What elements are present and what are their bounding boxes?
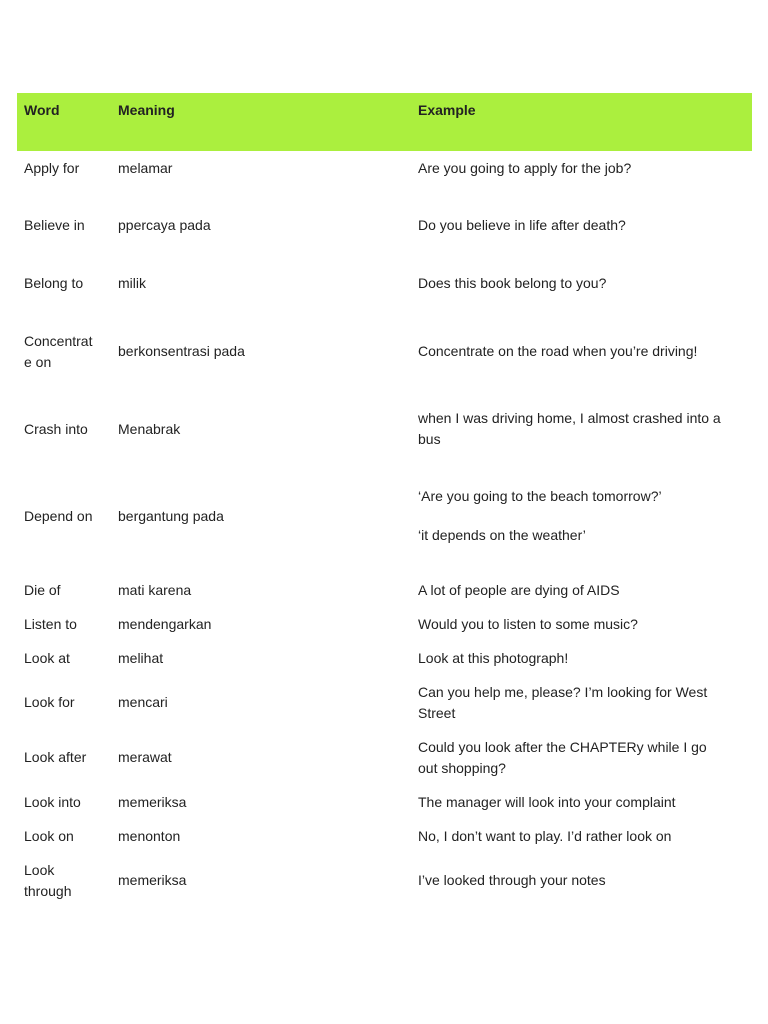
word-cell: Apply for (24, 159, 80, 176)
table-row (17, 456, 752, 576)
example-cell (411, 486, 735, 546)
word-cell: Crash into (24, 420, 88, 437)
meaning-cell: bergantung pada (118, 507, 224, 524)
word-cell: Belong to (24, 274, 84, 291)
example-cell: A lot of people are dying of AIDS (418, 581, 620, 598)
meaning-cell: memeriksa (118, 793, 187, 810)
meaning-cell: melihat (118, 649, 164, 666)
meaning-cell: milik (118, 274, 146, 291)
table-row (17, 782, 752, 822)
example-cell: I’ve looked through your notes (418, 872, 606, 888)
word-cell: Depend on (24, 507, 93, 524)
meaning-cell: menonton (118, 827, 181, 844)
table-row (17, 402, 752, 456)
word-cell: Look on (24, 827, 74, 844)
table-row (17, 822, 752, 850)
meaning-cell: Menabrak (118, 420, 181, 437)
word-cell: Look into (24, 793, 81, 810)
example-cell: Could you look after the CHAPTERy while I go out shopping? (418, 738, 707, 776)
example-cell: Look at this photograph! (418, 649, 569, 666)
example-cell: The manager will look into your complaint (418, 793, 676, 810)
table-header (17, 93, 752, 151)
table-row (17, 644, 752, 672)
example-cell: Does this book belong to you? (418, 274, 607, 291)
example-line: ‘it depends on the weather’ (418, 527, 586, 543)
example-cell: when I was driving home, I almost crashed into a bus (418, 410, 721, 447)
meaning-cell: ppercaya pada (118, 216, 211, 233)
table-row (17, 672, 752, 733)
table-row (17, 301, 752, 402)
meaning-cell: merawat (118, 749, 172, 765)
example-cell: Can you help me, please? I’m looking for West Street (418, 683, 708, 721)
example-cell: Would you to listen to some music? (418, 615, 638, 632)
word-cell: Look for (24, 694, 75, 710)
word-cell: Die of (24, 581, 61, 598)
example-line: ‘Are you going to the beach tomorrow?’ (418, 488, 662, 504)
word-cell: Look through (24, 861, 72, 899)
example-cell: No, I don’t want to play. I’d rather look on (418, 827, 672, 844)
table-row (17, 733, 752, 782)
table-row (17, 604, 752, 644)
example-cell: Concentrate on the road when you’re driving! (418, 343, 698, 359)
table-row (17, 185, 752, 265)
word-cell: Believe in (24, 216, 85, 233)
phrasal-verb-table (17, 93, 752, 911)
table-row (17, 576, 752, 604)
meaning-cell: mendengarkan (118, 615, 212, 632)
table-row (17, 151, 752, 185)
word-cell: Look at (24, 649, 70, 666)
meaning-cell: berkonsentrasi pada (118, 343, 245, 359)
meaning-cell: memeriksa (118, 872, 187, 888)
table-row (17, 265, 752, 301)
word-cell: Look after (24, 749, 87, 765)
meaning-cell: melamar (118, 159, 173, 176)
meaning-cell: mencari (118, 694, 168, 710)
word-cell: Listen to (24, 615, 77, 632)
meaning-cell: mati karena (118, 581, 192, 598)
header-word: Word (24, 102, 60, 118)
header-example: Example (418, 102, 476, 118)
word-cell: Concentrate on (24, 332, 93, 370)
example-cell: Are you going to apply for the job? (418, 159, 632, 176)
example-cell: Do you believe in life after death? (418, 216, 626, 233)
header-meaning: Meaning (118, 102, 175, 118)
table-row (17, 850, 752, 911)
